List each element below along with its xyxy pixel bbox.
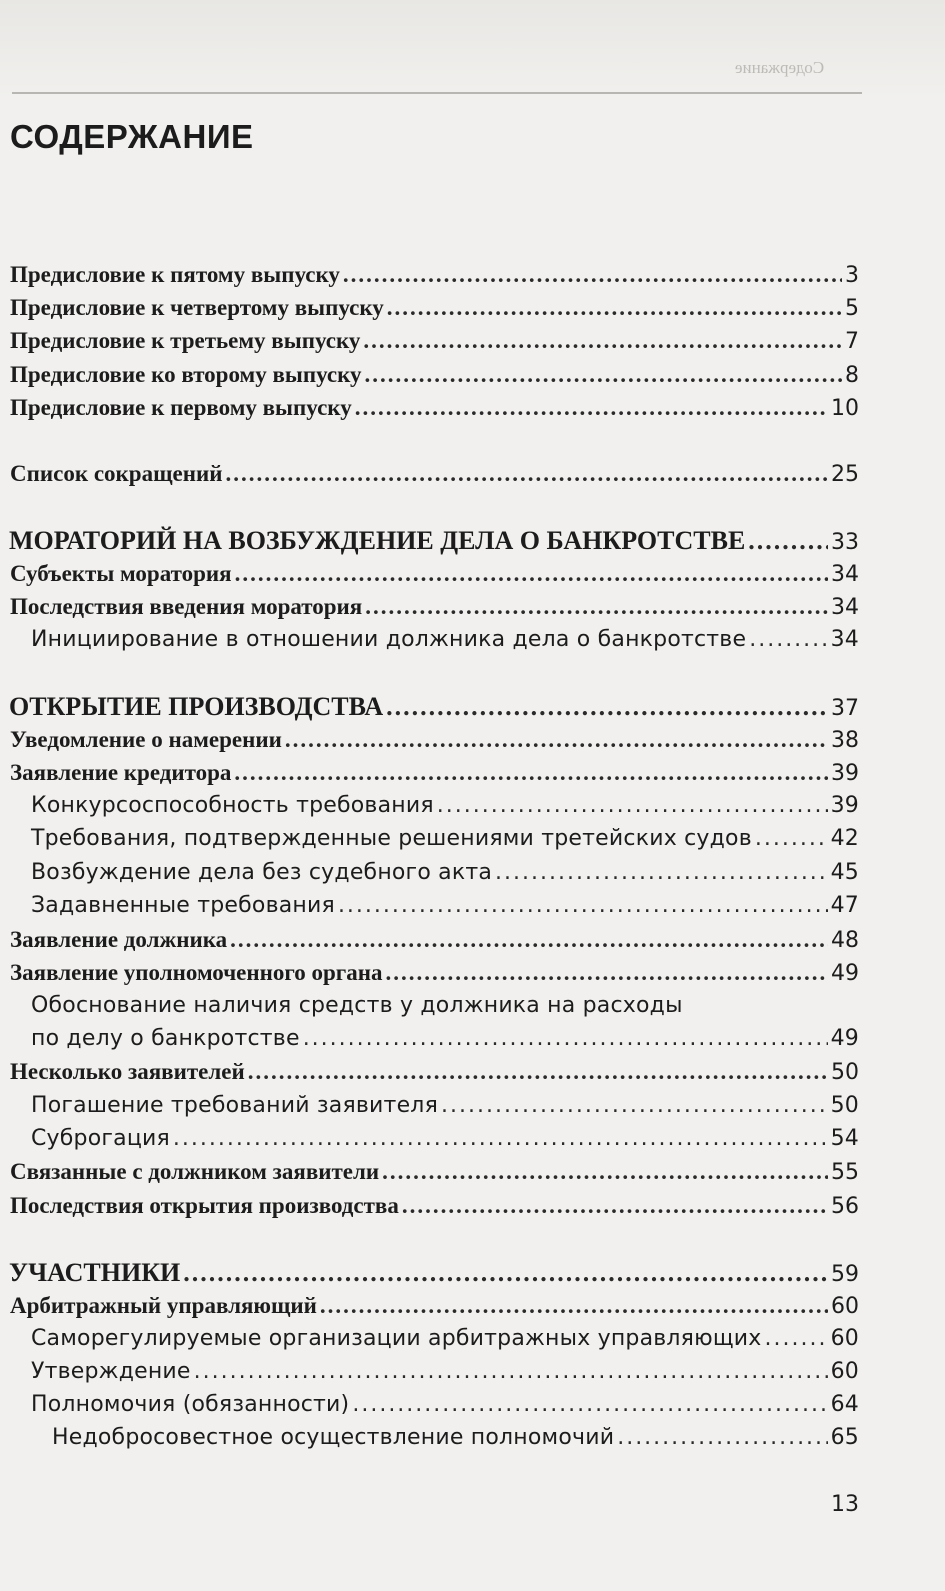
toc-subentry: по делу о банкротстве ..... 49 <box>31 1026 859 1051</box>
toc-entry: Последствия открытия производства ..... 56 <box>10 1193 859 1219</box>
toc-subentry: Суброгация ..... 54 <box>31 1126 859 1151</box>
toc-subentry: Погашение требований заявителя ..... 50 <box>31 1093 859 1118</box>
toc-subentry: Саморегулируемые организации арбитражных управляющих ..... 60 <box>31 1326 859 1351</box>
toc-subentry: Утверждение ..... 60 <box>31 1359 859 1384</box>
toc-subentry: Требования, подтвержденные решениями третейских судов ..... 42 <box>31 826 859 851</box>
toc-section-heading: ОТКРЫТИЕ ПРОИЗВОДСТВА ..... 37 <box>9 692 859 722</box>
toc-section-heading: УЧАСТНИКИ ..... 59 <box>9 1258 859 1288</box>
toc-subentry: Полномочия (обязанности) ..... 64 <box>31 1392 859 1417</box>
toc-subentry: Задавненные требования ..... 47 <box>31 893 859 918</box>
toc-entry: Предисловие к первому выпуску ..... 10 <box>10 395 859 421</box>
toc-entry: Предисловие к четвертому выпуску ..... 5 <box>10 295 859 321</box>
toc-entry: Субъекты моратория ..... 34 <box>10 561 859 587</box>
toc-subentry-first-line: Обоснование наличия средств у должника на расходы <box>31 993 683 1018</box>
toc-entry: Заявление кредитора ..... 39 <box>10 760 859 786</box>
toc-entry: Предисловие к пятому выпуску ..... 3 <box>10 262 859 288</box>
toc-entry: Предисловие ко второму выпуску ..... 8 <box>10 362 859 388</box>
toc-entry: Несколько заявителей ..... 50 <box>10 1059 859 1085</box>
toc-entry: Заявление уполномоченного органа ..... 49 <box>10 960 859 986</box>
toc-entry: Арбитражный управляющий ..... 60 <box>10 1293 859 1319</box>
toc-entry: Заявление должника ..... 48 <box>10 927 859 953</box>
toc-subsubentry: Недобросовестное осуществление полномочий ..... 65 <box>52 1425 859 1450</box>
page-number: 13 <box>831 1492 859 1517</box>
toc-entry: Уведомление о намерении ..... 38 <box>10 727 859 753</box>
running-header: Содержание <box>735 58 825 77</box>
toc-subentry: Возбуждение дела без судебного акта ..... 45 <box>31 860 859 885</box>
toc-entry: Предисловие к третьему выпуску ..... 7 <box>10 328 859 354</box>
toc-subentry: Инициирование в отношении должника дела о банкротстве ..... 34 <box>31 627 859 652</box>
toc-section-heading: МОРАТОРИЙ НА ВОЗБУЖДЕНИЕ ДЕЛА О БАНКРОТСТВЕ ..... 33 <box>9 526 859 556</box>
toc-subentry: Конкурсоспособность требования ..... 39 <box>31 793 859 818</box>
toc-entry: Связанные с должником заявители ..... 55 <box>10 1159 859 1185</box>
toc-entry: Список сокращений ..... 25 <box>10 461 859 487</box>
page-title: СОДЕРЖАНИЕ <box>10 118 254 155</box>
toc-entry: Последствия введения моратория ..... 34 <box>10 594 859 620</box>
